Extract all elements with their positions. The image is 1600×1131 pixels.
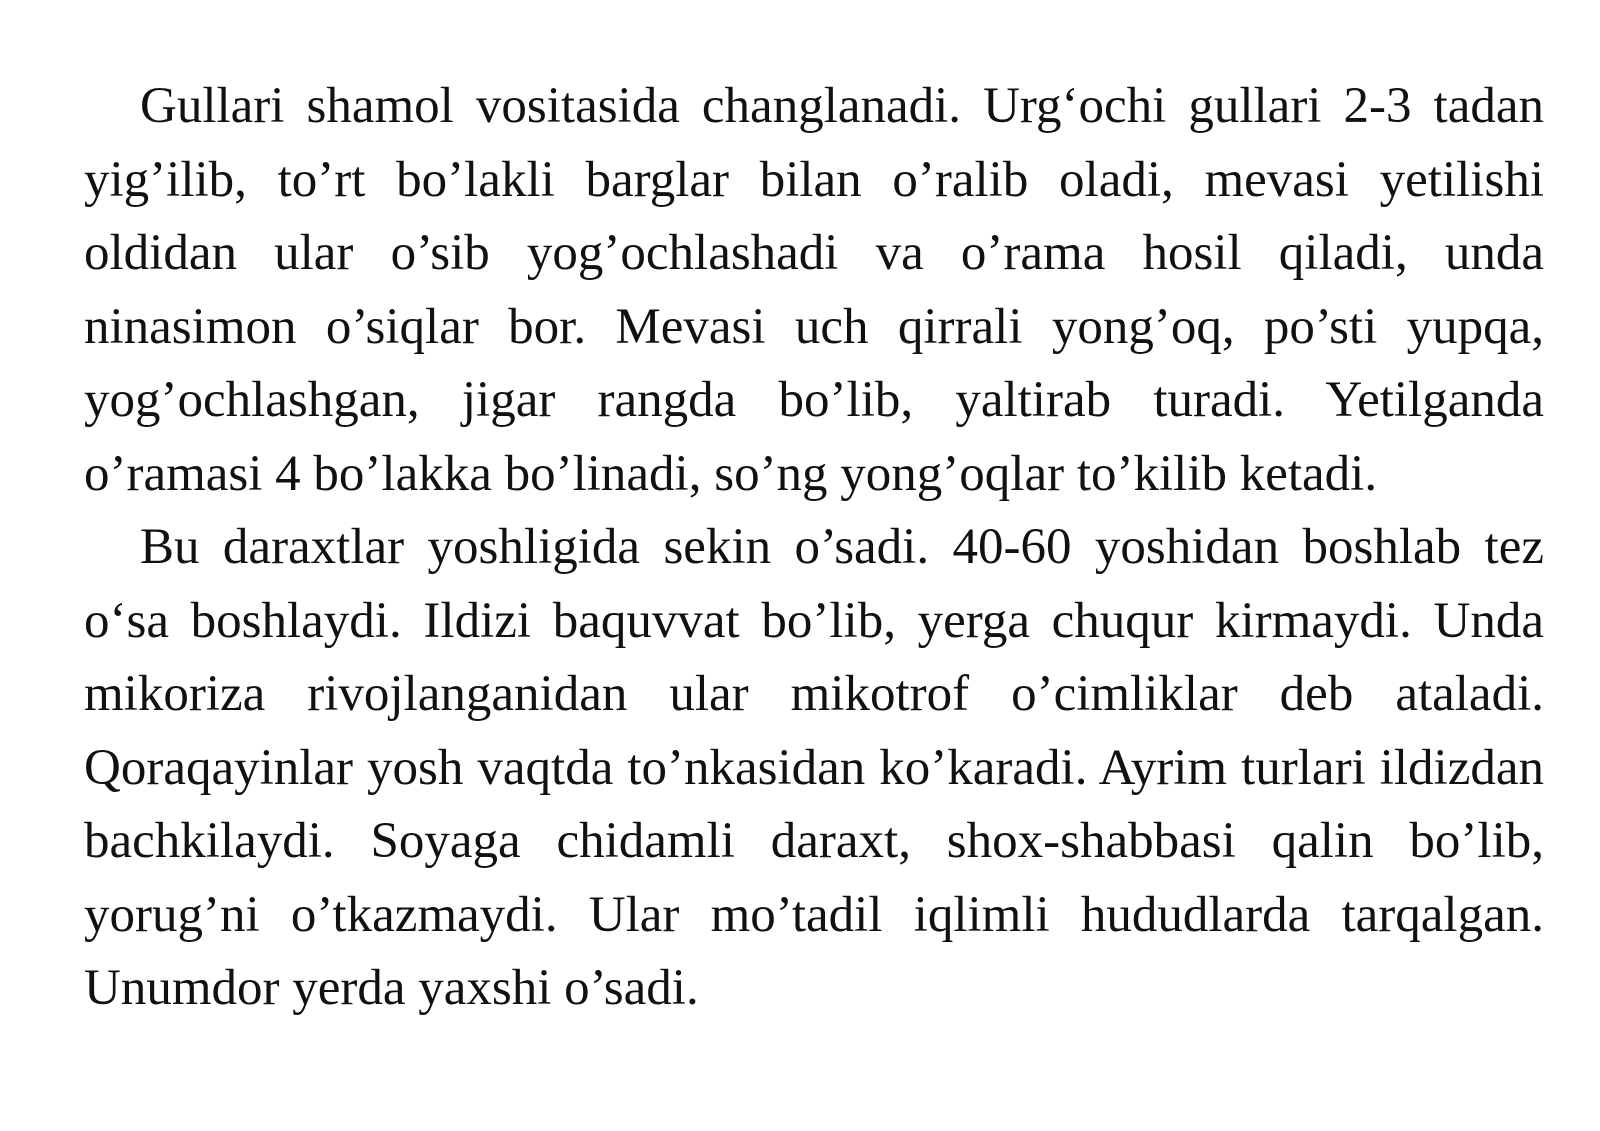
paragraph-2: Bu daraxtlar yoshligida sekin o’sadi. 40-60 yoshidan boshlab tez o‘sa boshlaydi. Ildizi baquvvat bo’lib, yerga chuqur kirmaydi. Unda mikoriza rivojlanganidan ular mikotrof o’cimliklar deb ataladi. Qoraqayinlar yosh vaqtda to’nkasidan ko’karadi. Ayrim turlari ildizdan bachkilaydi. Soyaga chidamli daraxt, shox-shabbasi qalin bo’lib, yorug’ni o’tkazmaydi. Ular mo’tadil iqlimli hududlarda tarqalgan. Unumdor yerda yaxshi o’sadi. [84,519,1544,1016]
document-page [84,70,1544,1026]
paragraph-1: Gullari shamol vositasida changlanadi. Urg‘ochi gullari 2-3 tadan yig’ilib, to’rt bo’lakli barglar bilan o’ralib oladi, mevasi yetilishi oldidan ular o’sib yog’ochlashadi va o’rama hosil qiladi, unda ninasimon o’siqlar bor. Mevasi uch qirrali yong’oq, po’sti yupqa, yog’ochlashgan, jigar rangda bo’lib, yaltirab turadi. Yetilganda o’ramasi 4 bo’lakka bo’linadi, so’ng yong’oqlar to’kilib ketadi. [84,78,1544,502]
